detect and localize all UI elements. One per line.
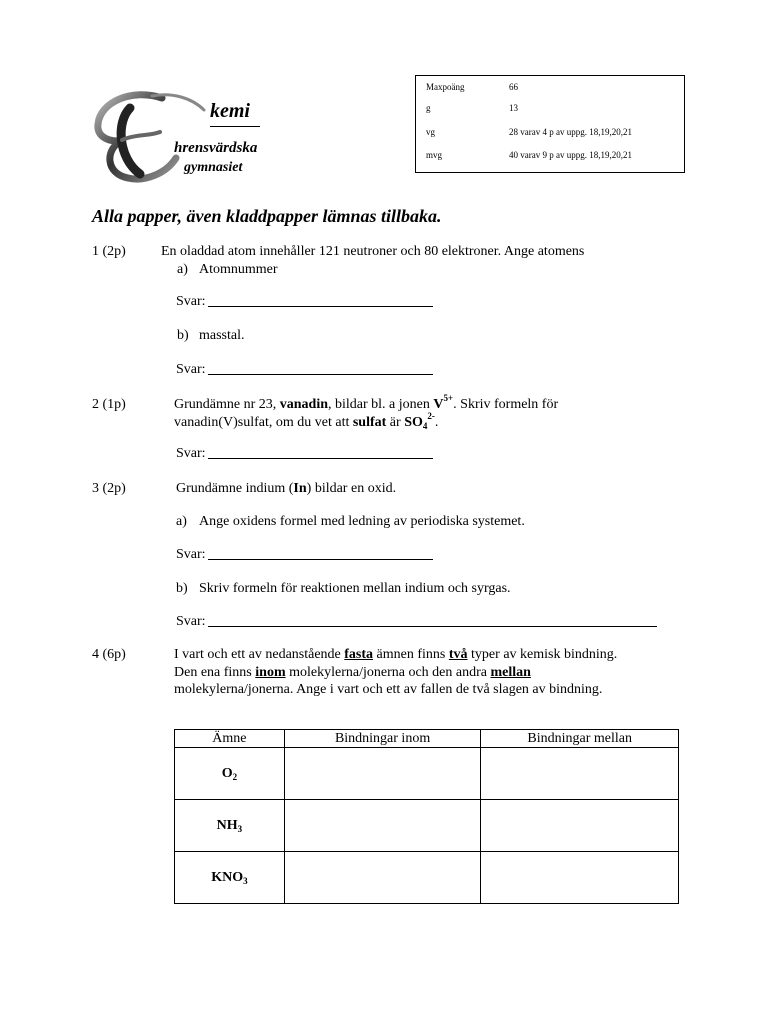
substance-cell: $KNO_3$ xyxy=(175,852,285,904)
score-value: 66 xyxy=(509,82,518,92)
score-row xyxy=(426,150,632,161)
score-label: vg xyxy=(426,127,435,137)
keyword-in: In xyxy=(293,481,307,496)
subquestion-letter: b) xyxy=(177,328,189,343)
answer-label: Svar: xyxy=(176,446,206,461)
keyword-fasta: fasta xyxy=(344,647,374,662)
subquestion-text: Atomnummer xyxy=(199,262,278,277)
subquestion-text: Skriv formeln för reaktionen mellan indium och syrgas. xyxy=(199,581,511,596)
question-text: Grundämne indium (In) bildar en oxid. xyxy=(176,481,397,496)
answer-line[interactable] xyxy=(208,306,433,307)
subquestion-letter: a) xyxy=(177,262,188,277)
question-text: Grundämne nr 23, vanadin, bildar bl. a jonen $V^{5+}$. Skriv formeln för xyxy=(174,393,559,412)
sulfate-formula: $SO_4^{2-}$ xyxy=(404,411,435,431)
bonding-table xyxy=(174,729,679,904)
keyword-sulfat: sulfat xyxy=(352,415,387,430)
answer-cell[interactable] xyxy=(481,748,679,800)
substance-cell: $NH_3$ xyxy=(175,800,285,852)
keyword-mellan: mellan xyxy=(490,665,531,680)
answer-label: Svar: xyxy=(176,294,206,309)
table-row xyxy=(175,800,679,852)
question-text: molekylerna/jonerna. Ange i vart och ett av fallen de två slagen av bindning. xyxy=(174,682,603,697)
score-label: mvg xyxy=(426,150,443,160)
question-text: I vart och ett av nedanstående fasta ämnen finns två typer av kemisk bindning. xyxy=(174,647,618,662)
ion-formula: $V^{5+}$ xyxy=(433,393,454,412)
answer-cell[interactable] xyxy=(284,800,481,852)
question-text: Den ena finns inom molekylerna/jonerna och den andra mellan xyxy=(174,665,531,680)
answer-line[interactable] xyxy=(208,559,433,560)
substance-cell: $O_2$ xyxy=(175,748,285,800)
table-header-row xyxy=(175,730,679,748)
answer-label: Svar: xyxy=(176,362,206,377)
question-number: 3 (2p) xyxy=(92,481,126,496)
column-header: Bindningar inom xyxy=(284,730,481,748)
keyword-vanadin: vanadin xyxy=(279,397,329,412)
keyword-inom: inom xyxy=(255,665,286,680)
score-label: g xyxy=(426,103,431,113)
score-value: 40 varav 9 p av uppg. 18,19,20,21 xyxy=(509,150,632,160)
score-row xyxy=(426,127,632,138)
answer-line[interactable] xyxy=(208,458,433,459)
logo-word-gymnasiet: gymnasiet xyxy=(184,160,243,175)
school-logo xyxy=(92,88,302,188)
score-row xyxy=(426,103,518,114)
logo-word-school: hrensvärdska xyxy=(174,140,258,156)
subquestion-text: masstal. xyxy=(199,328,245,343)
keyword-tva: två xyxy=(448,647,468,662)
table-row xyxy=(175,852,679,904)
logo-underline xyxy=(210,126,260,127)
grade-limits-box xyxy=(415,75,685,173)
answer-line[interactable] xyxy=(208,374,433,375)
subquestion-text: Ange oxidens formel med ledning av periodiska systemet. xyxy=(199,514,525,529)
score-value: 13 xyxy=(509,103,518,113)
subquestion-letter: a) xyxy=(176,514,187,529)
page-heading: Alla papper, även kladdpapper lämnas tillbaka. xyxy=(92,206,442,226)
score-label: Maxpoäng xyxy=(426,82,465,92)
question-text: En oladdad atom innehåller 121 neutroner och 80 elektroner. Ange atomens xyxy=(161,244,585,259)
logo-word-kemi: kemi xyxy=(210,100,250,122)
answer-label: Svar: xyxy=(176,614,206,629)
question-number: 2 (1p) xyxy=(92,397,126,412)
answer-cell[interactable] xyxy=(284,852,481,904)
question-number: 4 (6p) xyxy=(92,647,126,662)
subquestion-letter: b) xyxy=(176,581,188,596)
answer-cell[interactable] xyxy=(284,748,481,800)
question-text: vanadin(V)sulfat, om du vet att sulfat är $SO_4^{2-}$. xyxy=(174,411,439,431)
answer-line-long[interactable] xyxy=(208,626,657,627)
answer-cell[interactable] xyxy=(481,800,679,852)
answer-cell[interactable] xyxy=(481,852,679,904)
column-header: Bindningar mellan xyxy=(481,730,679,748)
column-header: Ämne xyxy=(175,730,285,748)
answer-label: Svar: xyxy=(176,547,206,562)
question-number: 1 (2p) xyxy=(92,244,126,259)
score-value: 28 varav 4 p av uppg. 18,19,20,21 xyxy=(509,127,632,137)
score-row xyxy=(426,82,518,93)
table-row xyxy=(175,748,679,800)
